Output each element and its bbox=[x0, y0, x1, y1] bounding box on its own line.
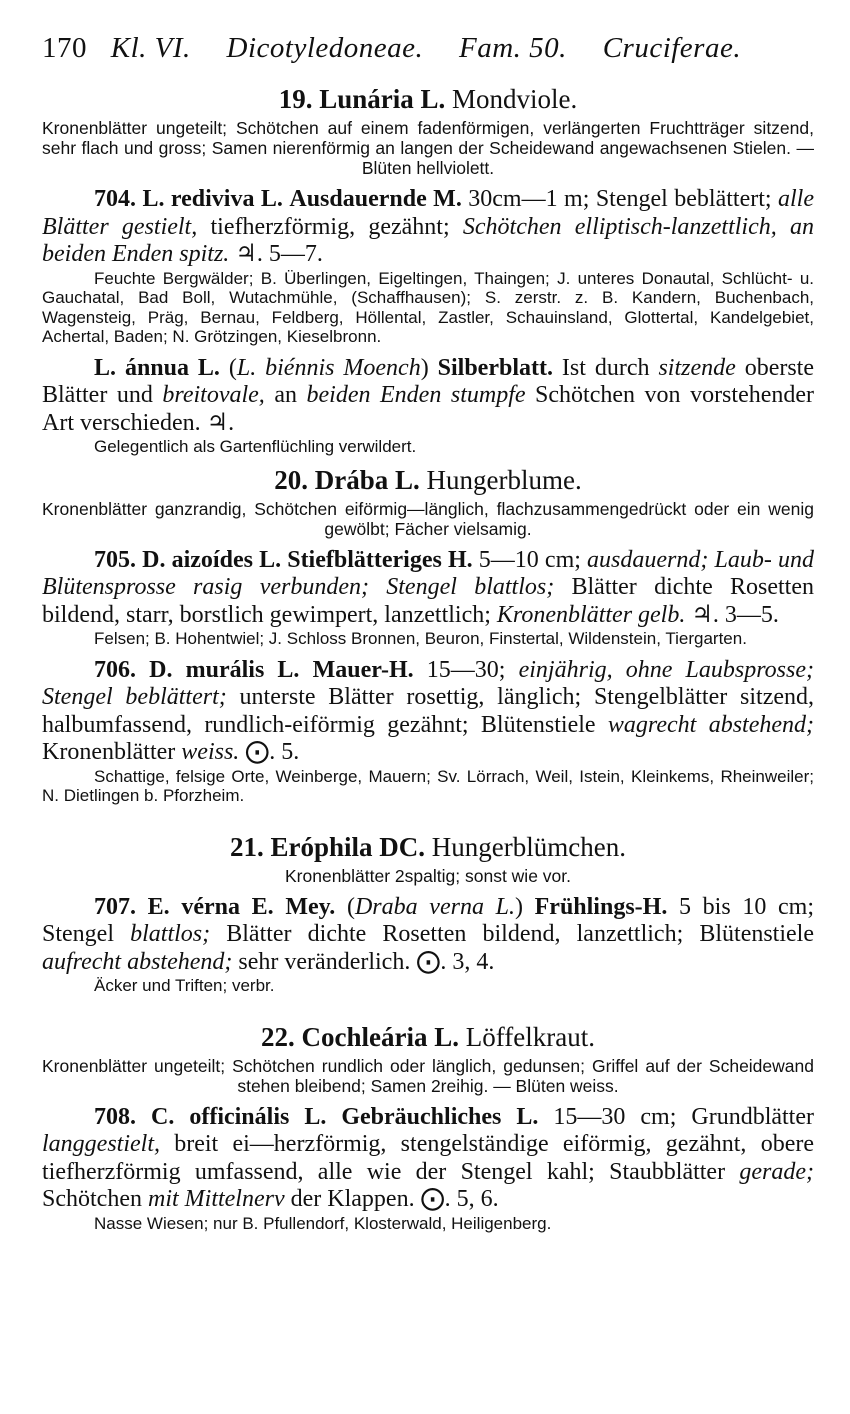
species-name: 708. C. officinális L. bbox=[94, 1103, 327, 1130]
genus-number: 22. bbox=[261, 1021, 295, 1052]
species-text: ) bbox=[514, 893, 535, 920]
species-italic: ausdauernd; Laub- und Blütensprosse rasig verbunden; Stengel blattlos; bbox=[42, 546, 814, 600]
species-localities bbox=[42, 437, 814, 457]
genus-heading-lunaria bbox=[42, 82, 814, 116]
localities-text: Gelegentlich als Gartenflüchling verwildert. bbox=[94, 437, 417, 456]
genus-number: 20. bbox=[274, 464, 308, 495]
species-text: ♃. 5—7. bbox=[229, 241, 323, 267]
species-text: Kronenblätter bbox=[42, 739, 182, 765]
species-text: ⨀. 5. bbox=[239, 739, 300, 765]
genus-common-name: Hungerblümchen. bbox=[431, 831, 626, 862]
species-common-name: Silberblatt. bbox=[437, 354, 553, 381]
species-entry-706 bbox=[42, 657, 814, 767]
species-italic: beiden Enden stumpfe bbox=[306, 382, 526, 408]
species-name: 707. E. vérna E. Mey. bbox=[94, 893, 336, 920]
species-text: oberste Blätter und bbox=[42, 354, 815, 408]
species-text: unterste Blätter rosettig, länglich; Stengelblätter sitzend, halbumfassend, rundlich-eiförmig gezähnt; Blütenstiele bbox=[42, 684, 815, 738]
species-localities bbox=[42, 629, 814, 649]
species-common-name: Mauer-H. bbox=[312, 656, 414, 683]
species-localities bbox=[42, 1214, 814, 1234]
species-text: 15—30 cm; Grundblätter bbox=[538, 1103, 814, 1130]
species-name: 704. L. rediviva L. bbox=[94, 186, 283, 212]
species-text: ( bbox=[219, 354, 237, 381]
species-text: an bbox=[264, 382, 307, 408]
species-italic: mit Mittelnerv bbox=[147, 1186, 285, 1212]
species-text: ♃. 3—5. bbox=[685, 601, 779, 628]
species-common-name: Frühlings-H. bbox=[534, 893, 668, 920]
species-text: ( bbox=[335, 893, 355, 920]
localities-text: Feuchte Bergwälder; B. Überlingen, Eigeltingen, Thaingen; J. unteres Donautal, Schlücht- u. Gauchatal, Bad Boll, Wutachmühle, (Schaffhausen); S. zerstr. z. B. Kandern, Buchenbach, Wagensteig, Präg, Bernau, Feldberg, Höllental, Zastler, Schauinsland, Glottertal, Kandelgebiet, Achertal, Baden; N. Grötzingen, Kieselbronn. bbox=[42, 268, 814, 346]
page-number: 170 bbox=[42, 32, 87, 64]
species-italic: Kronenblätter gelb. bbox=[496, 601, 686, 628]
species-italic: einjährig, ohne Laubsprosse; Stengel beblättert; bbox=[42, 656, 814, 710]
species-entry-705 bbox=[42, 547, 814, 630]
running-header bbox=[42, 28, 814, 68]
genus-name: Eróphila DC. bbox=[270, 831, 426, 862]
species-entry-708 bbox=[42, 1104, 814, 1214]
localities-text: Felsen; B. Hohentwiel; J. Schloss Bronnen, Beuron, Finstertal, Wildenstein, Tiergarten. bbox=[94, 629, 747, 648]
genus-description: Kronenblätter 2spaltig; sonst wie vor. bbox=[285, 865, 571, 886]
species-text: breit ei—herzförmig, stengelständige eiförmig, gezähnt, obere tiefherzförmig umfassend, alle wie der Stengel kahl; Staubblätter bbox=[42, 1131, 814, 1185]
species-localities bbox=[42, 269, 814, 347]
species-text: 30cm—1 m; Stengel beblättert; bbox=[461, 186, 778, 212]
species-italic: Schötchen elliptisch-lanzettlich, an beiden Enden spitz. bbox=[42, 213, 814, 267]
genus-name: Drába L. bbox=[314, 464, 420, 495]
genus-description: Kronenblätter ungeteilt; Schötchen rundlich oder länglich, gedunsen; Griffel auf der Scheidewand stehen bleibend; Samen 2reihig. — Blüten weiss. bbox=[42, 1055, 814, 1096]
header-division: Dicotyledoneae. bbox=[226, 32, 424, 64]
genus-heading-draba bbox=[42, 463, 814, 497]
species-italic: blattlos; bbox=[130, 921, 211, 947]
species-text: 5 bis 10 cm; Stengel bbox=[42, 893, 814, 947]
species-text: Blätter dichte Rosetten bildend, starr, borstlich gewimpert, lanzettlich; bbox=[42, 574, 814, 628]
species-italic: Draba verna L. bbox=[354, 893, 515, 920]
genus-number: 21. bbox=[230, 831, 264, 862]
genus-common-name: Mondviole. bbox=[452, 84, 578, 114]
header-family: Fam. 50. bbox=[459, 32, 567, 64]
genus-common-name: Löffelkraut. bbox=[465, 1021, 595, 1052]
species-text: Ist durch bbox=[552, 354, 659, 381]
species-common-name: Gebräuchliches L. bbox=[341, 1103, 539, 1130]
header-family-name: Cruciferae. bbox=[602, 32, 742, 64]
species-text: 15—30; bbox=[413, 656, 519, 683]
species-italic: L. biénnis Moench bbox=[236, 354, 421, 381]
species-name: 705. D. aizoídes L. bbox=[94, 546, 282, 573]
species-italic: wagrecht abstehend; bbox=[607, 711, 815, 738]
genus-number: 19. bbox=[278, 84, 313, 114]
species-text: 5—10 cm; bbox=[472, 546, 588, 573]
species-text: sehr veränderlich. ⨀. 3, 4. bbox=[232, 948, 495, 975]
species-italic: alle Blätter gestielt, bbox=[42, 186, 814, 240]
species-name: L. ánnua L. bbox=[94, 354, 220, 381]
genus-description: Kronenblätter ganzrandig, Schötchen eiförmig—länglich, flachzusammengedrückt oder ein wenig gewölbt; Fächer vielsamig. bbox=[42, 498, 814, 539]
genus-name: Lunária L. bbox=[319, 84, 446, 114]
species-italic: sitzende bbox=[658, 354, 736, 381]
species-text: ) bbox=[420, 354, 438, 381]
localities-text: Schattige, felsige Orte, Weinberge, Mauern; Sv. Lörrach, Weil, Istein, Kleinkems, Rheinweiler; N. Dietlingen b. Pforzheim. bbox=[42, 766, 814, 805]
species-text: Schötchen von vorstehender Art verschieden. ♃. bbox=[42, 382, 815, 436]
species-text: der Klappen. ⨀. 5, 6. bbox=[284, 1186, 499, 1212]
localities-text: Äcker und Triften; verbr. bbox=[94, 976, 275, 995]
species-common-name: Ausdauernde M. bbox=[289, 186, 462, 212]
species-name: 706. D. murális L. bbox=[94, 656, 300, 683]
species-entry-704 bbox=[42, 186, 814, 269]
species-italic: aufrecht abstehend; bbox=[42, 948, 233, 975]
species-text: Blätter dichte Rosetten bildend, lanzettlich; Blütenstiele bbox=[210, 921, 814, 947]
species-italic: gerade; bbox=[739, 1158, 814, 1185]
species-text: tiefherzförmig, gezähnt; bbox=[197, 213, 463, 240]
genus-common-name: Hungerblume. bbox=[426, 464, 582, 495]
species-entry-707 bbox=[42, 894, 814, 977]
species-common-name: Stiefblätteriges H. bbox=[287, 546, 473, 573]
species-italic: breitovale, bbox=[162, 382, 265, 408]
genus-description: Kronenblätter ungeteilt; Schötchen auf einem fadenförmigen, verlängerten Fruchtträger sitzend, sehr flach und gross; Samen nierenförmig an langen der Scheidewand angewachsenen Stielen. — Blüten hellviolett. bbox=[42, 118, 814, 178]
genus-name: Cochleária L. bbox=[301, 1021, 460, 1052]
genus-heading-erophila bbox=[42, 830, 814, 864]
genus-heading-cochlearia bbox=[42, 1020, 814, 1054]
species-italic: langgestielt, bbox=[42, 1131, 160, 1157]
header-class: Kl. VI. bbox=[110, 32, 191, 64]
species-italic: weiss. bbox=[181, 739, 240, 765]
localities-text: Nasse Wiesen; nur B. Pfullendorf, Klosterwald, Heiligenberg. bbox=[94, 1213, 552, 1233]
species-text: Schötchen bbox=[42, 1186, 148, 1212]
species-localities bbox=[42, 767, 814, 806]
species-localities bbox=[42, 976, 814, 996]
species-entry-annua bbox=[42, 355, 814, 438]
